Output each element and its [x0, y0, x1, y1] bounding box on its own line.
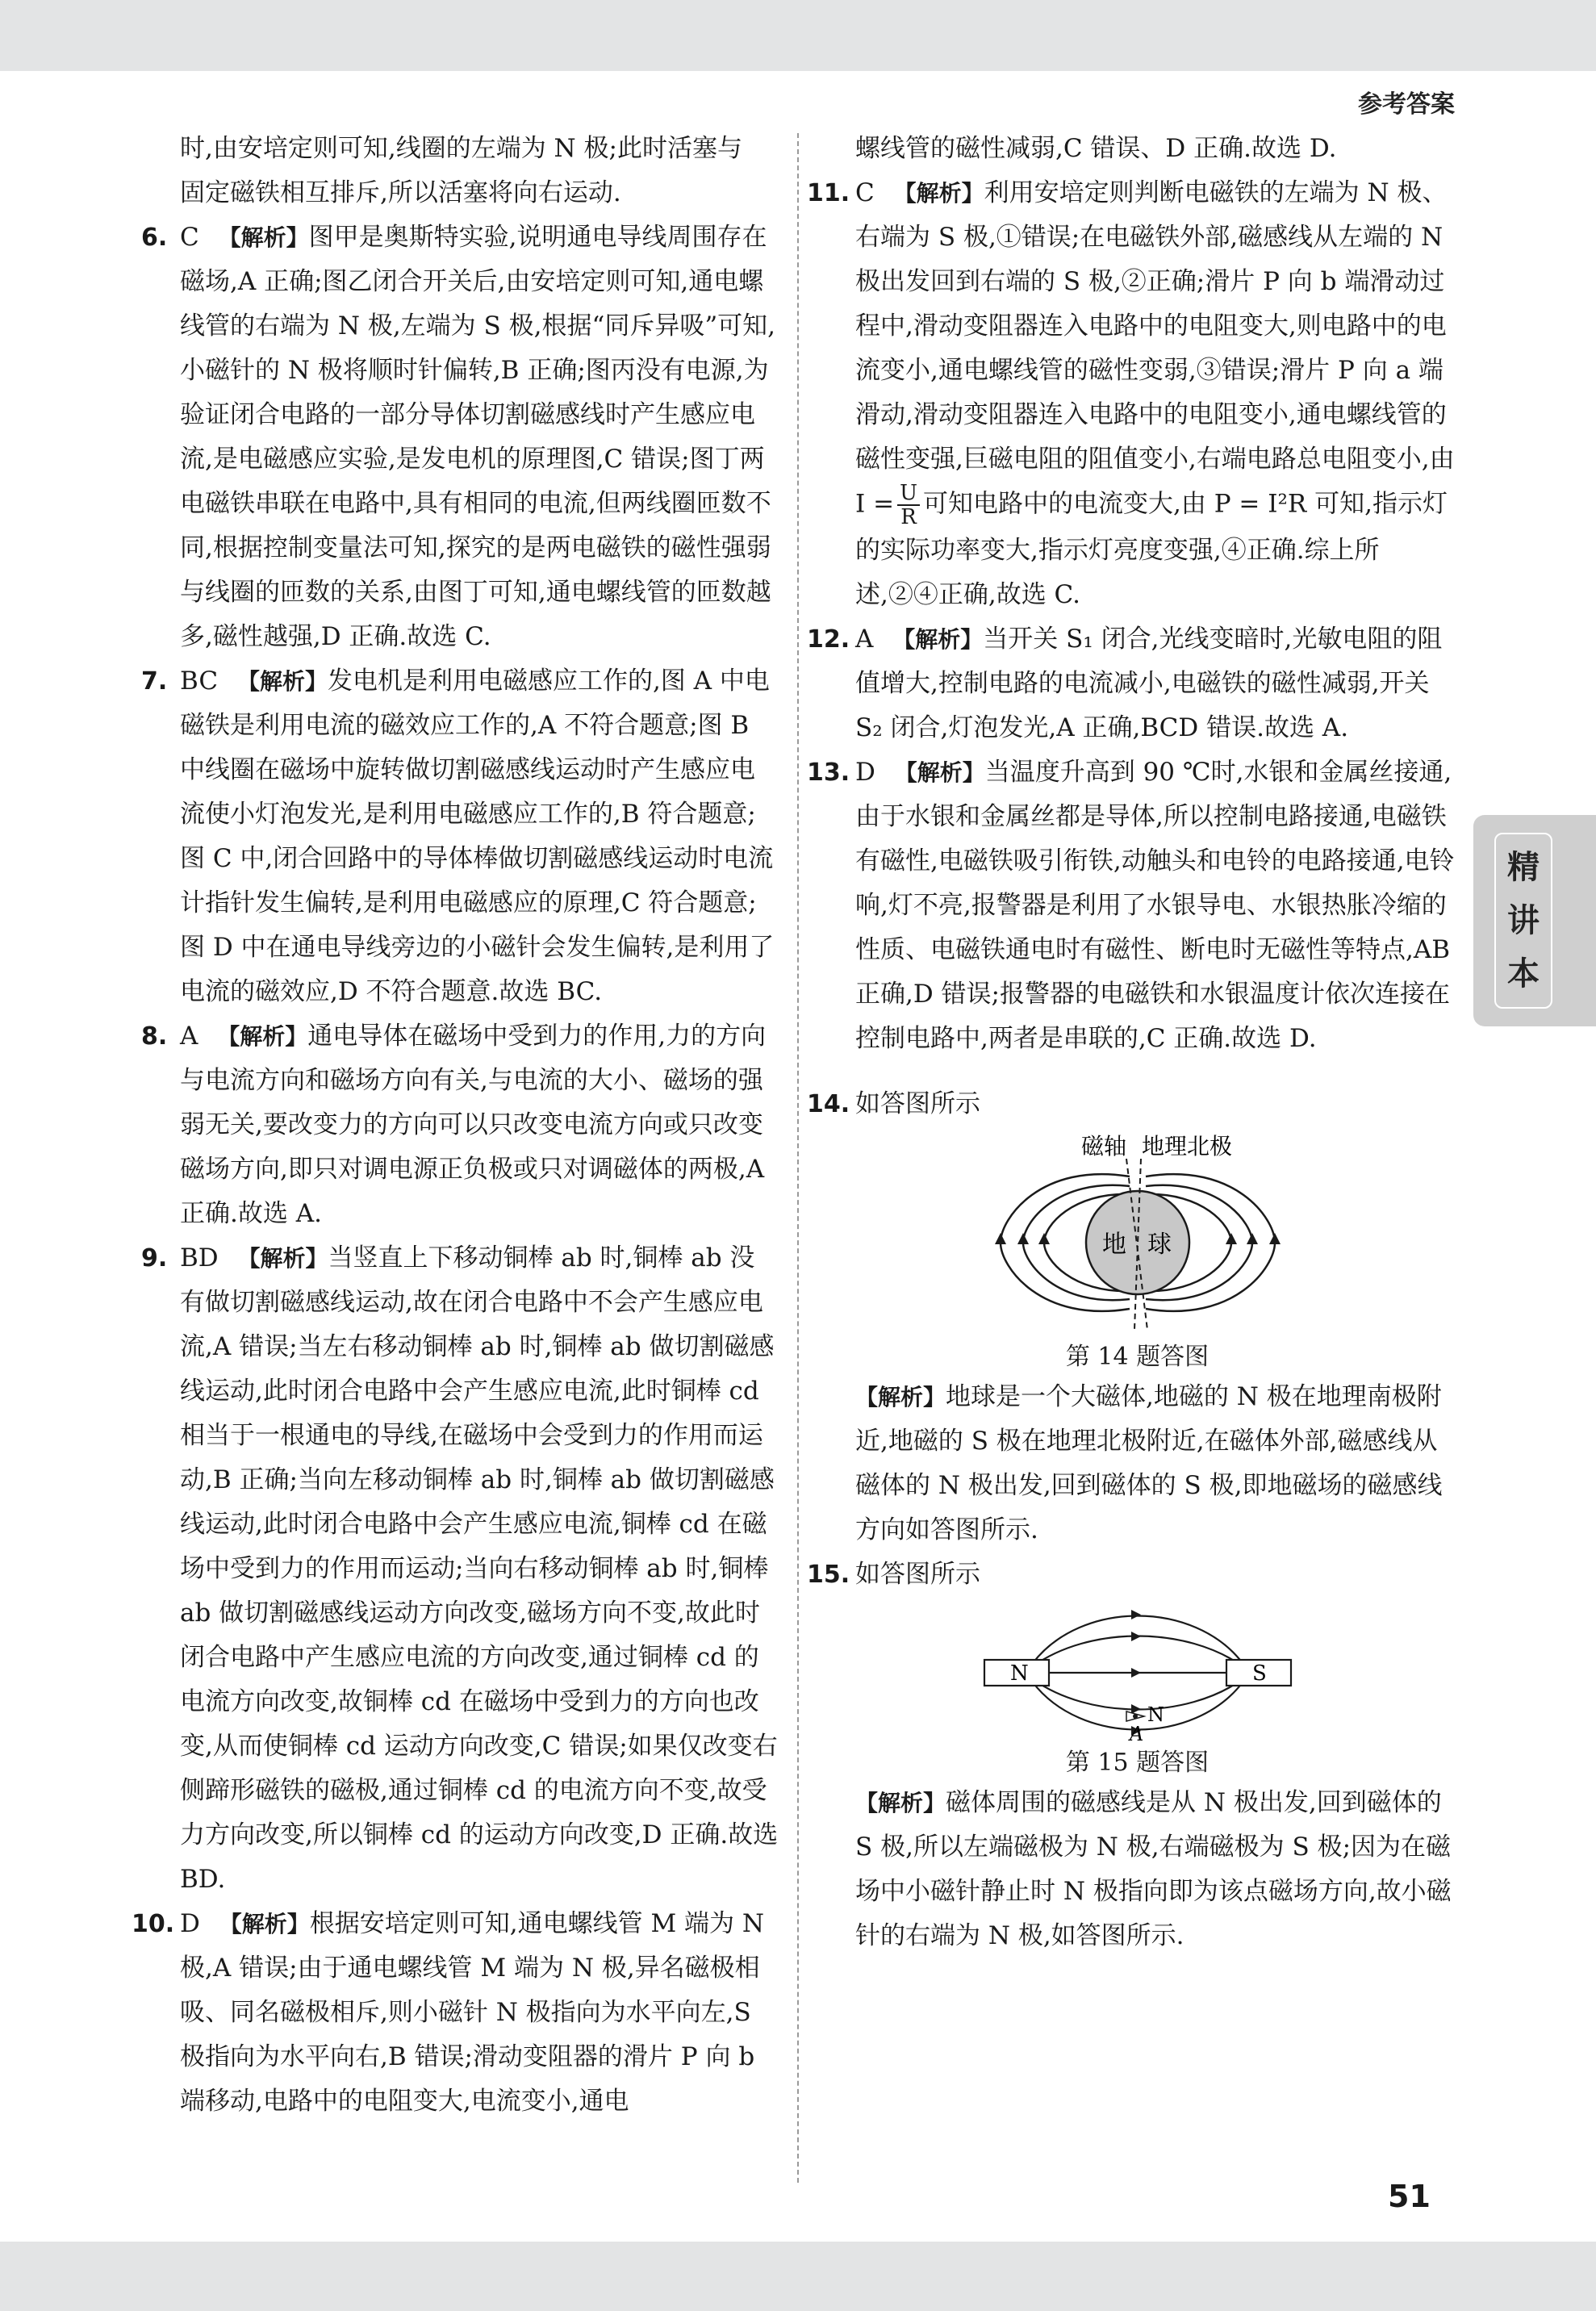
question-number: 14. [807, 1090, 850, 1118]
question-explanation: 地球是一个大磁体,地磁的 N 极在地理南极附近,地磁的 S 极在地理北极附近,在磁体外部,磁感线从磁体的 N 极出发,回到磁体的 S 极,即地磁场的磁感线方向如答图所示. [855, 1382, 1443, 1544]
question-15 [807, 1553, 1458, 1597]
analysis-tag: 【解析】 [855, 1384, 946, 1410]
question-explanation-part-1: 利用安培定则判断电磁铁的左端为 N 极、右端为 S 极,①错误;在电磁铁外部,磁感线从左端的 N 极出发回到右端的 S 极,②正确;滑片 P 向 b 端滑动过程中,滑动变阻器连入电路中的电阻变大,则电路中的电流变小,通电螺线管的磁性变弱,③错误;滑片 P 向 a 端滑动,滑动变阻器连入电路中的电阻变小,通电螺线管的磁性变强,巨磁电阻的阻值变 [855, 178, 1448, 474]
fraction-numerator: U [897, 482, 920, 506]
question-answer: BC [180, 667, 219, 696]
column-divider [797, 133, 799, 2183]
left-column [132, 127, 779, 2124]
figure-15-caption: 第 15 题答图 [1065, 1749, 1210, 1777]
magnetic-axis-label: 磁轴 [1080, 1133, 1126, 1160]
question-answer: C [180, 223, 199, 252]
question-title: 如答图所示 [855, 1560, 980, 1589]
figure-15 [817, 1600, 1458, 1781]
analysis-tag: 【解析】 [855, 1790, 946, 1816]
right-column [807, 127, 1458, 1958]
question-15-analysis [817, 1781, 1458, 1958]
question-11 [807, 171, 1458, 617]
analysis-tag: 【解析】 [894, 759, 985, 786]
question-14 [807, 1082, 1458, 1126]
fraction-denominator: R [900, 505, 917, 529]
fraction-u-over-r [897, 482, 920, 529]
side-tab-label: 精讲本 [1494, 833, 1552, 1009]
question-6 [141, 215, 779, 659]
analysis-tag: 【解析】 [217, 1023, 308, 1050]
question-answer: C [855, 178, 875, 207]
page-number: 51 [1388, 2179, 1431, 2214]
analysis-tag: 【解析】 [218, 224, 309, 251]
question-answer: BD [180, 1243, 219, 1273]
right-intro-line: 螺线管的磁性减弱,C 错误、D 正确.故选 D. [855, 134, 1337, 163]
compass-needle-label: N [1147, 1703, 1164, 1726]
compass-pivot [1133, 1714, 1138, 1719]
question-explanation: 磁体周围的磁感线是从 N 极出发,回到磁体的 S 极,所以左端磁极为 N 极,右端磁极为 S 极;因为在磁场中小磁针静止时 N 极指向即为该点磁场方向,故小磁针的右端为 N 极,如答图所示. [855, 1788, 1452, 1950]
analysis-tag: 【解析】 [219, 1911, 310, 1937]
question-12 [807, 617, 1458, 750]
question-9 [141, 1236, 779, 1902]
geographic-north-label: 地理北极 [1141, 1133, 1232, 1160]
question-explanation: 当温度升高到 90 ℃时,水银和金属丝接通,由于水银和金属丝都是导体,所以控制电路接通,电磁铁有磁性,电磁铁吸引衔铁,动触头和电铃的电路接通,电铃响,灯不亮,报警器是利用了水银导电、水银热胀冷缩的性质、电磁铁通电时有磁性、断电时无磁性等特点,AB 正确,D 错误;报警器的电磁铁和水银温度计依次连接在控制电路中,两者是串联的,C 正确.故选 D. [855, 758, 1455, 1053]
question-14-analysis [817, 1375, 1458, 1553]
question-number: 11. [807, 179, 850, 207]
question-number: 7. [141, 667, 168, 696]
magnet-pole-right: S [1251, 1661, 1267, 1686]
question-explanation: 发电机是利用电磁感应工作的,图 A 中电磁铁是利用电流的磁效应工作的,A 不符合题意;图 B 中线圈在磁场中旋转做切割磁感线运动时产生感应电流使小灯泡发光,是利用电磁感应工作的,B 符合题意;图 C 中,闭合回路中的导体棒做切割磁感线运动时电流计指针发生偏转,是利用电磁感应的原理,C 符合题意;图 D 中在通电导线旁边的小磁针会发生偏转,是利用了电流的磁效应,D 不符合题意.故选 BC. [180, 667, 775, 1006]
left-intro-line-2: 固定磁铁相互排斥,所以活塞将向右运动. [180, 178, 621, 207]
bar-magnet-field-diagram [968, 1600, 1307, 1745]
question-number: 9. [141, 1244, 168, 1273]
question-number: 6. [141, 224, 168, 252]
question-7 [141, 659, 779, 1014]
question-title: 如答图所示 [855, 1089, 980, 1118]
earth-magnetic-field-diagram [968, 1130, 1307, 1339]
question-explanation: 当开关 S₁ 闭合,光线变暗时,光敏电阻的阻值增大,控制电路的电流减小,电磁铁的磁性减弱,开关 S₂ 闭合,灯泡发光,A 正确,BCD 错误.故选 A. [855, 625, 1443, 742]
analysis-tag: 【解析】 [236, 668, 328, 695]
question-number: 10. [132, 1910, 175, 1938]
question-number: 8. [141, 1022, 168, 1051]
question-answer: A [180, 1022, 198, 1051]
question-number: 15. [807, 1561, 850, 1589]
analysis-tag: 【解析】 [893, 180, 984, 207]
question-answer: D [855, 758, 875, 787]
question-number: 12. [807, 625, 850, 654]
question-answer: A [855, 625, 874, 654]
question-explanation: 图甲是奥斯特实验,说明通电导线周围存在磁场,A 正确;图乙闭合开关后,由安培定则可知,通电螺线管的右端为 N 极,左端为 S 极,根据“同斥异吸”可知,小磁针的 N 极将顺时针偏转,B 正确;图丙没有电源,为验证闭合电路的一部分导体切割磁感线时产生感应电流,是电磁感应实验,是发电机的原理图,C 错误;图丁两电磁铁串联在电路中,具有相同的电流,但两线圈匝数不同,根据控制变量法可知,探究的是两电磁铁的磁性强弱与线圈的匝数的关系,由图丁可知,通电螺线管的匝数越多,磁性越强,D 正确.故选 C. [180, 223, 776, 651]
figure-14-caption: 第 14 题答图 [1065, 1343, 1210, 1371]
figure-14 [817, 1130, 1458, 1375]
left-intro-line-1: 时,由安培定则可知,线圈的左端为 N 极;此时活塞与 [180, 134, 742, 163]
side-tab [1473, 815, 1596, 1026]
question-explanation: 当竖直上下移动铜棒 ab 时,铜棒 ab 没有做切割磁感线运动,故在闭合电路中不会产生感应电流,A 错误;当左右移动铜棒 ab 时,铜棒 ab 做切割磁感线运动,此时闭合电路中会产生感应电流,此时铜棒 cd 相当于一根通电的导线,在磁场中会受到力的作用而运动,B 正确;当向左移动铜棒 ab 时,铜棒 ab 做切割磁感线运动,此时闭合电路中会产生感应电流,铜棒 cd 在磁场中受到力的作用而运动;当向右移动铜棒 ab 时,铜棒 ab 做切割磁感线运动方向改变,磁场方向不变,故此时闭合电路中产生感应电流的方向改变,通过铜棒 cd 的电流方向改变,故铜棒 cd 在磁场中受到力的方向也改变,从而使铜棒 cd 运动方向改变,C 错误;如果仅改变右侧蹄形磁铁的磁极,通过铜棒 cd 的电流方向不变,故受力方向改变,所以铜棒 cd 的运动方向改变,D 正确.故选 BD. [180, 1243, 779, 1894]
question-explanation: 通电导体在磁场中受到力的作用,力的方向与电流方向和磁场方向有关,与电流的大小、磁场的强弱无关,要改变力的方向可以只改变电流方向或只改变磁场方向,即只对调电源正负极或只对调磁体的两极,A 正确.故选 A. [180, 1022, 767, 1228]
page-header-title: 参考答案 [1358, 90, 1455, 119]
point-label: A [1129, 1723, 1143, 1745]
earth-label-right: 球 [1147, 1231, 1172, 1259]
spacer [817, 1061, 1458, 1082]
earth-label-left: 地 [1101, 1231, 1126, 1259]
question-explanation-part-3: 可知电路中的电流变大,由 P = I²R 可知,指示灯的实际功率变大,指示灯亮度变强,④正确.综上所述,②④正确,故选 C. [855, 489, 1448, 609]
question-explanation: 根据安培定则可知,通电螺线管 M 端为 N 极,A 错误;由于通电螺线管 M 端为 N 极,异名磁极相吸、同名磁极相斥,则小磁针 N 极指向为水平向左,S 极指向为水平向右,B 错误;滑动变阻器的滑片 P 向 b 端移动,电路中的电阻变大,电流变小,通电 [180, 1909, 765, 2116]
question-13 [807, 750, 1458, 1061]
magnet-pole-left: N [1009, 1661, 1029, 1686]
question-8 [141, 1014, 779, 1236]
question-10 [132, 1902, 779, 2124]
question-explanation-part-2: 小,右端电路总电阻变小,由 I = [855, 445, 1455, 519]
analysis-tag: 【解析】 [237, 1245, 328, 1272]
question-answer: D [180, 1909, 200, 1938]
question-number: 13. [807, 758, 850, 787]
analysis-tag: 【解析】 [892, 626, 984, 653]
